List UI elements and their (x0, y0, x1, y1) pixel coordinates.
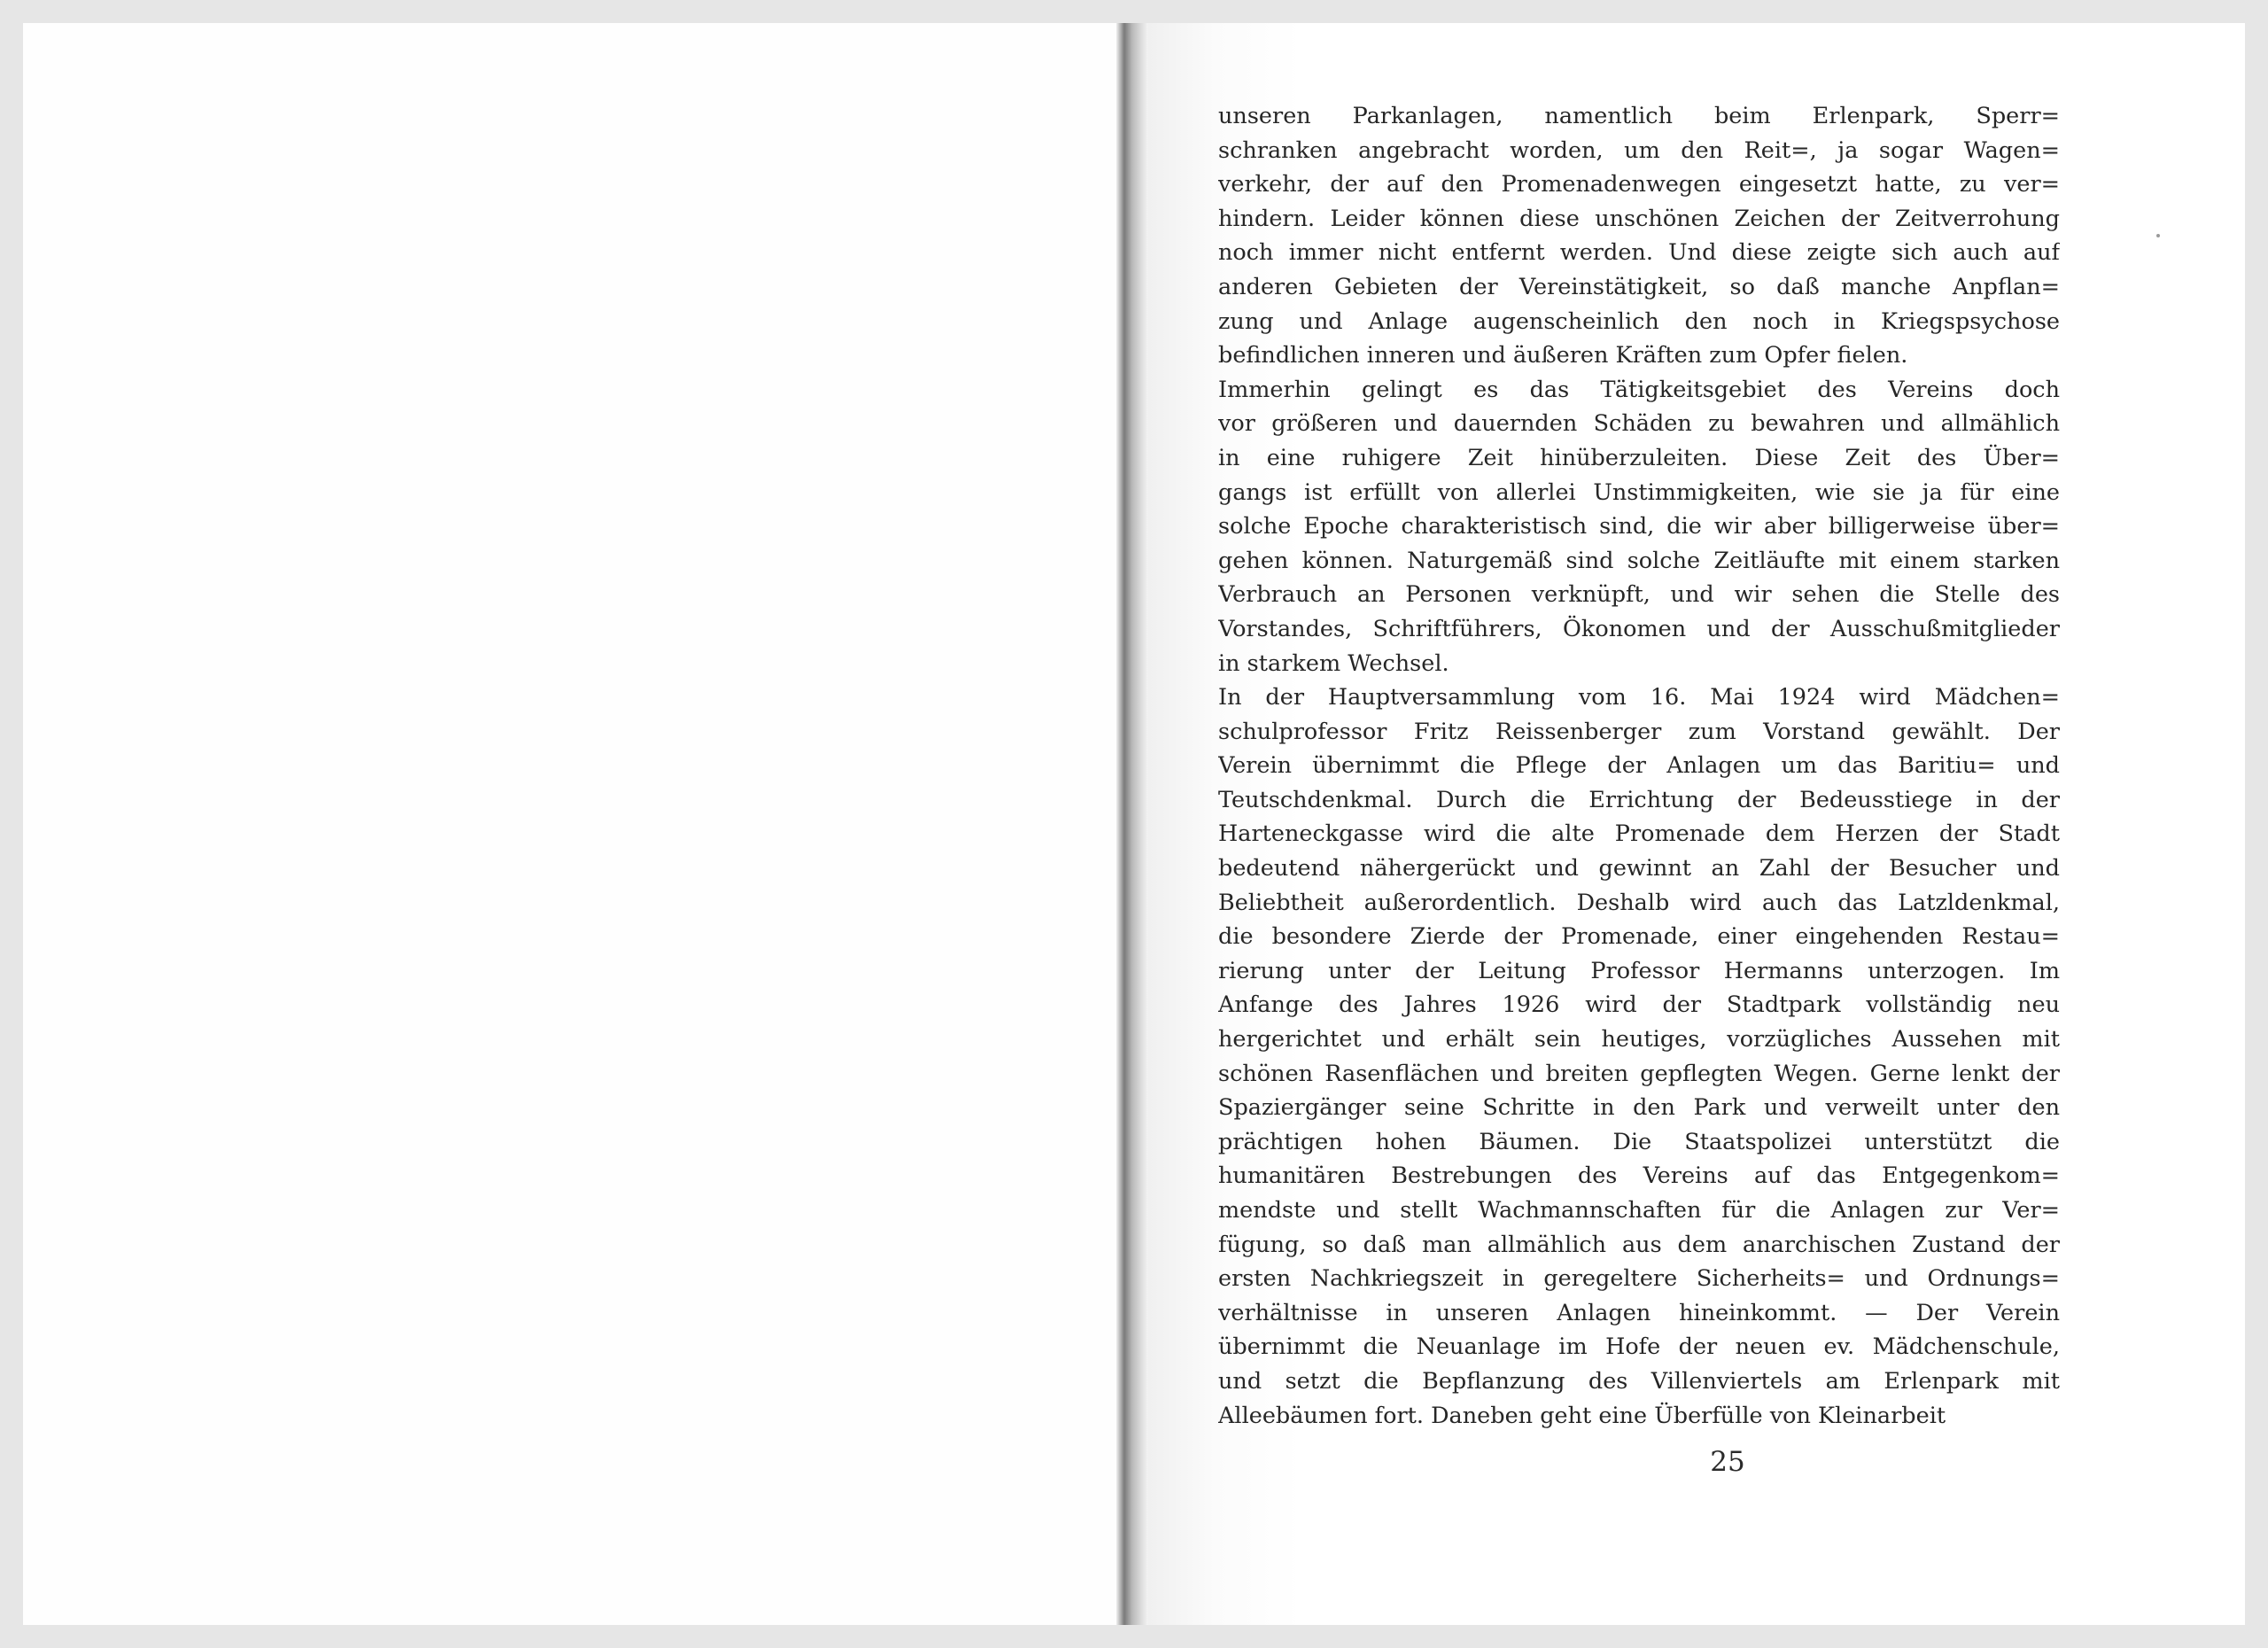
text-line: Verein übernimmt die Pflege der Anlagen um das Baritiu= und (1218, 752, 2060, 780)
text-line: schulprofessor Fritz Reissenberger zum Vorstand gewählt. Der (1218, 718, 2060, 745)
text-line: Spaziergänger seine Schritte in den Park und verweilt unter den (1218, 1094, 2060, 1122)
text-line: zung und Anlage augenscheinlich den noch in Kriegspsychose (1218, 307, 2060, 335)
text-line: übernimmt die Neuanlage im Hofe der neuen ev. Mädchenschule, (1218, 1333, 2060, 1361)
text-line: mendste und stellt Wachmannschaften für die Anlagen zur Ver= (1218, 1197, 2060, 1224)
text-line: befindlichen inneren und äußeren Kräften zum Opfer fielen. (1218, 342, 1908, 369)
text-line: Beliebtheit außerordentlich. Deshalb wird auch das Latzldenkmal, (1218, 889, 2060, 916)
blank-left-page (23, 23, 1116, 1625)
text-line: bedeutend nähergerückt und gewinnt an Zahl der Besucher und (1218, 855, 2060, 882)
text-line: unseren Parkanlagen, namentlich beim Erlenpark, Sperr= (1218, 103, 2060, 129)
text-line: schranken angebracht worden, um den Reit=, ja sogar Wagen= (1218, 136, 2060, 164)
paper-speck (2156, 234, 2160, 237)
scanned-book-spread (23, 23, 2245, 1625)
text-line: vor größeren und dauernden Schäden zu bewahren und allmählich (1218, 410, 2060, 438)
text-line: ersten Nachkriegszeit in geregeltere Sicherheits= und Ordnungs= (1218, 1265, 2060, 1293)
text-line: prächtigen hohen Bäumen. Die Staatspolizei unterstützt die (1218, 1128, 2060, 1155)
text-line: in eine ruhigere Zeit hinüberzuleiten. Diese Zeit des Über= (1218, 444, 2060, 471)
paragraph (1218, 680, 2060, 1433)
text-line: die besondere Zierde der Promenade, einer eingehenden Restau= (1218, 923, 2060, 951)
text-line: schönen Rasenflächen und breiten gepflegten Wegen. Gerne lenkt der (1218, 1060, 2060, 1087)
text-line: Anfange des Jahres 1926 wird der Stadtpark vollständig neu (1218, 991, 2060, 1019)
text-line: Vorstandes, Schriftführers, Ökonomen und der Ausschußmitglieder (1218, 615, 2060, 642)
text-line: gangs ist erfüllt von allerlei Unstimmigkeiten, wie sie ja für eine (1218, 478, 2060, 506)
text-line: Verbrauch an Personen verknüpft, und wir sehen die Stelle des (1218, 581, 2060, 609)
text-line: Immerhin gelingt es das Tätigkeitsgebiet des Vereins doch (1218, 376, 2060, 403)
text-line: Harteneckgasse wird die alte Promenade dem Herzen der Stadt (1218, 820, 2060, 848)
text-line: verkehr, der auf den Promenadenwegen eingesetzt hatte, zu ver= (1218, 171, 2060, 198)
paragraph (1218, 99, 2060, 373)
text-line: humanitären Bestrebungen des Vereins auf das Entgegenkom= (1218, 1162, 2060, 1190)
right-page (1148, 23, 2245, 1625)
text-line: solche Epoche charakteristisch sind, die wir aber billigerweise über= (1218, 513, 2060, 540)
text-line: Teutschdenkmal. Durch die Errichtung der Bedeusstiege in der (1218, 786, 2060, 813)
text-line: verhältnisse in unseren Anlagen hineinkommt. — Der Verein (1218, 1299, 2060, 1326)
page-number: 25 (1710, 1446, 1745, 1478)
text-line: rierung unter der Leitung Professor Hermanns unterzogen. Im (1218, 957, 2060, 984)
paragraph (1218, 373, 2060, 680)
book-gutter (1116, 23, 1148, 1625)
text-line: und setzt die Bepflanzung des Villenviertels am Erlenpark mit (1218, 1367, 2060, 1395)
text-line: hindern. Leider können diese unschönen Zeichen der Zeitverrohung (1218, 205, 2060, 232)
body-text (1218, 99, 2060, 1433)
text-line: in starkem Wechsel. (1218, 649, 1449, 677)
text-line: fügung, so daß man allmählich aus dem anarchischen Zustand der (1218, 1231, 2060, 1258)
text-line: gehen können. Naturgemäß sind solche Zeitläufte mit einem starken (1218, 547, 2060, 574)
text-line: anderen Gebieten der Vereinstätigkeit, so daß manche Anpflan= (1218, 273, 2060, 300)
text-line: In der Hauptversammlung vom 16. Mai 1924 wird Mädchen= (1218, 684, 2060, 711)
text-line: Alleebäumen fort. Daneben geht eine Überfülle von Kleinarbeit (1218, 1402, 1946, 1429)
text-line: hergerichtet und erhält sein heutiges, vorzügliches Aussehen mit (1218, 1026, 2060, 1053)
text-line: noch immer nicht entfernt werden. Und diese zeigte sich auch auf (1218, 239, 2060, 267)
